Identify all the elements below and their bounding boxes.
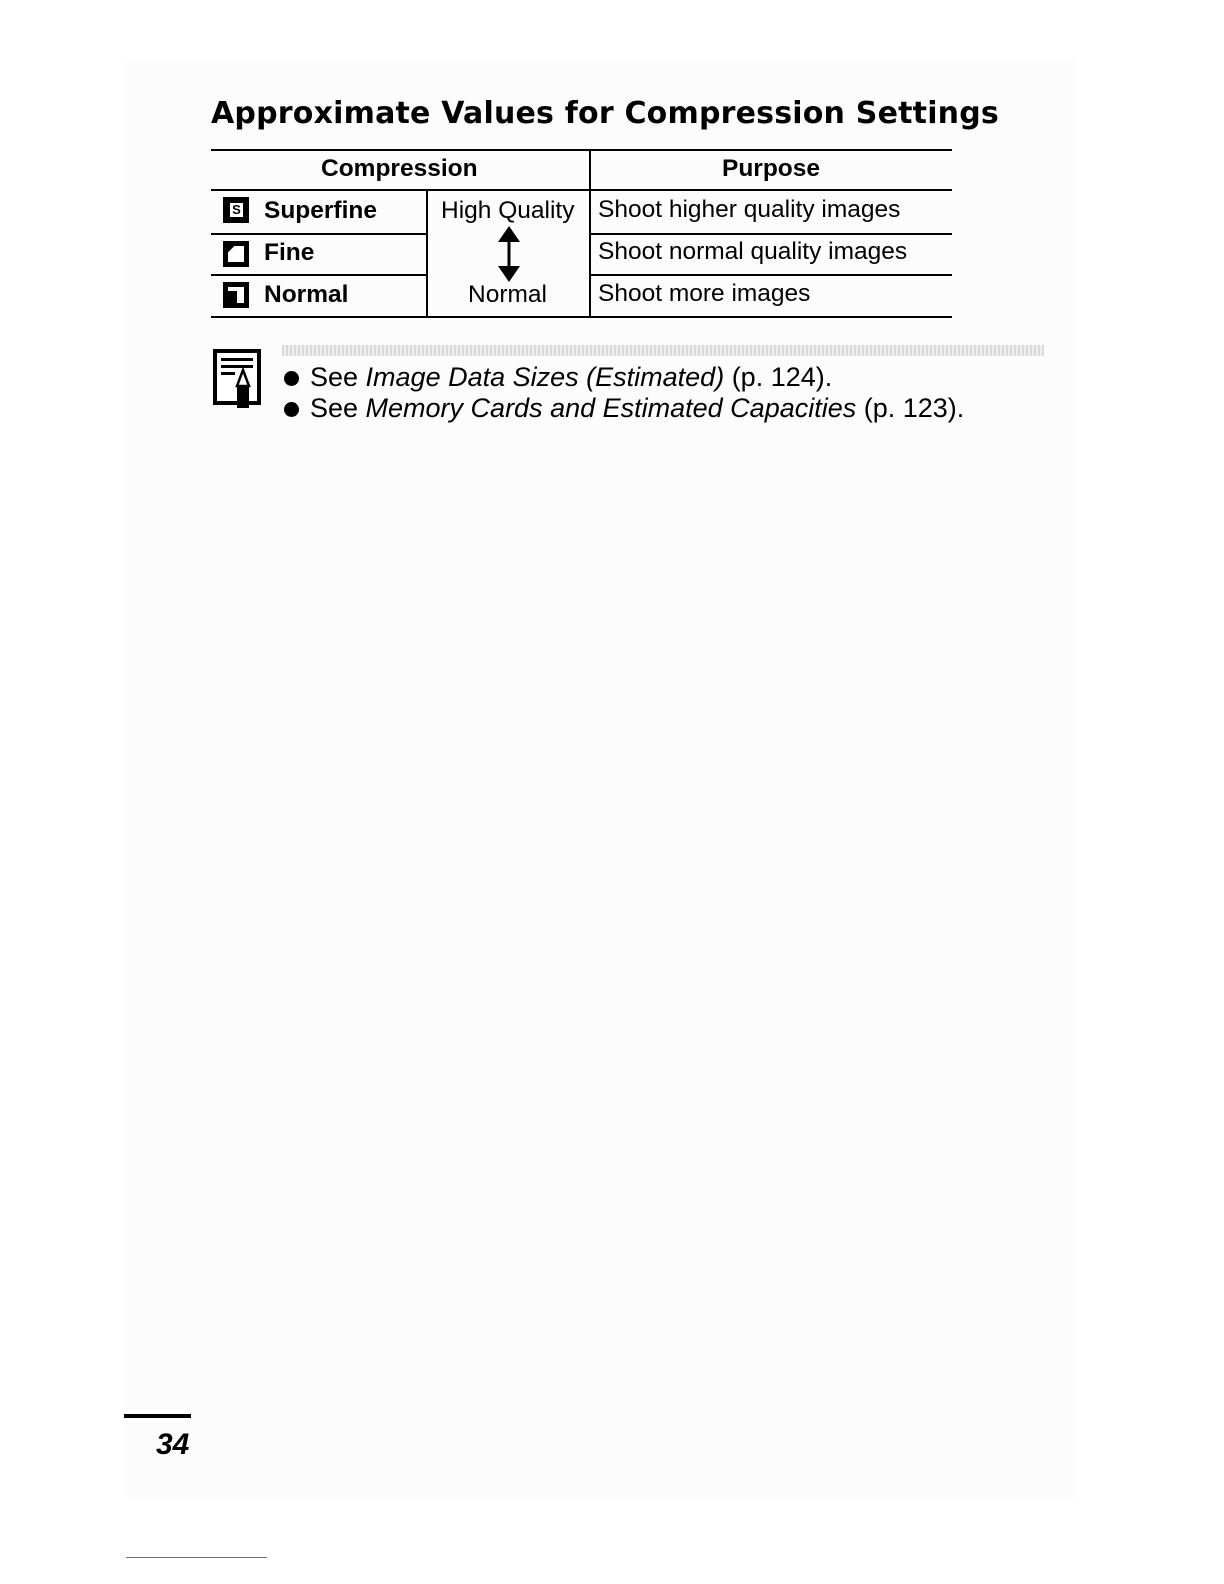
note-reference-title: Image Data Sizes (Estimated) [365,362,725,392]
table-row-rule [590,274,952,276]
superfine-icon-letter: S [229,202,244,218]
bottom-edge-line [126,1557,267,1558]
note-reference-title: Memory Cards and Estimated Capacities [365,393,857,423]
table-column-divider [426,189,428,317]
memo-note-icon [212,348,262,410]
note-prefix: See [310,393,366,423]
table-row-rule [211,274,427,276]
purpose-superfine: Shoot higher quality images [598,196,901,223]
note-page-ref: (p. 124). [724,362,833,392]
note-item [310,362,832,393]
note-item [310,393,964,424]
normal-compression-icon [223,282,249,308]
double-headed-arrow-icon [496,226,522,282]
page-number: 34 [156,1428,190,1461]
table-row-rule [590,233,952,235]
purpose-normal: Shoot more images [598,280,811,307]
superfine-compression-icon [223,197,249,223]
compression-name-fine: Fine [264,239,315,266]
page-number-rule [124,1414,191,1418]
table-header-rule [211,189,952,191]
bullet [284,371,299,386]
purpose-fine: Shoot normal quality images [598,238,908,265]
table-bottom-rule [211,316,952,318]
note-header-band [282,345,1044,356]
section-heading: Approximate Values for Compression Settings [211,96,999,131]
purpose-column-header: Purpose [722,155,821,182]
bullet [284,402,299,417]
fine-compression-icon [223,241,249,267]
scale-high-quality-label: High Quality [441,197,575,224]
compression-column-header: Compression [321,155,478,182]
note-page-ref: (p. 123). [856,393,965,423]
compression-name-normal: Normal [264,281,349,308]
note-prefix: See [310,362,366,392]
table-column-divider [589,149,591,317]
table-top-rule [211,149,952,151]
scale-normal-label: Normal [468,281,547,308]
compression-name-superfine: Superfine [264,197,377,224]
table-row-rule [211,233,427,235]
